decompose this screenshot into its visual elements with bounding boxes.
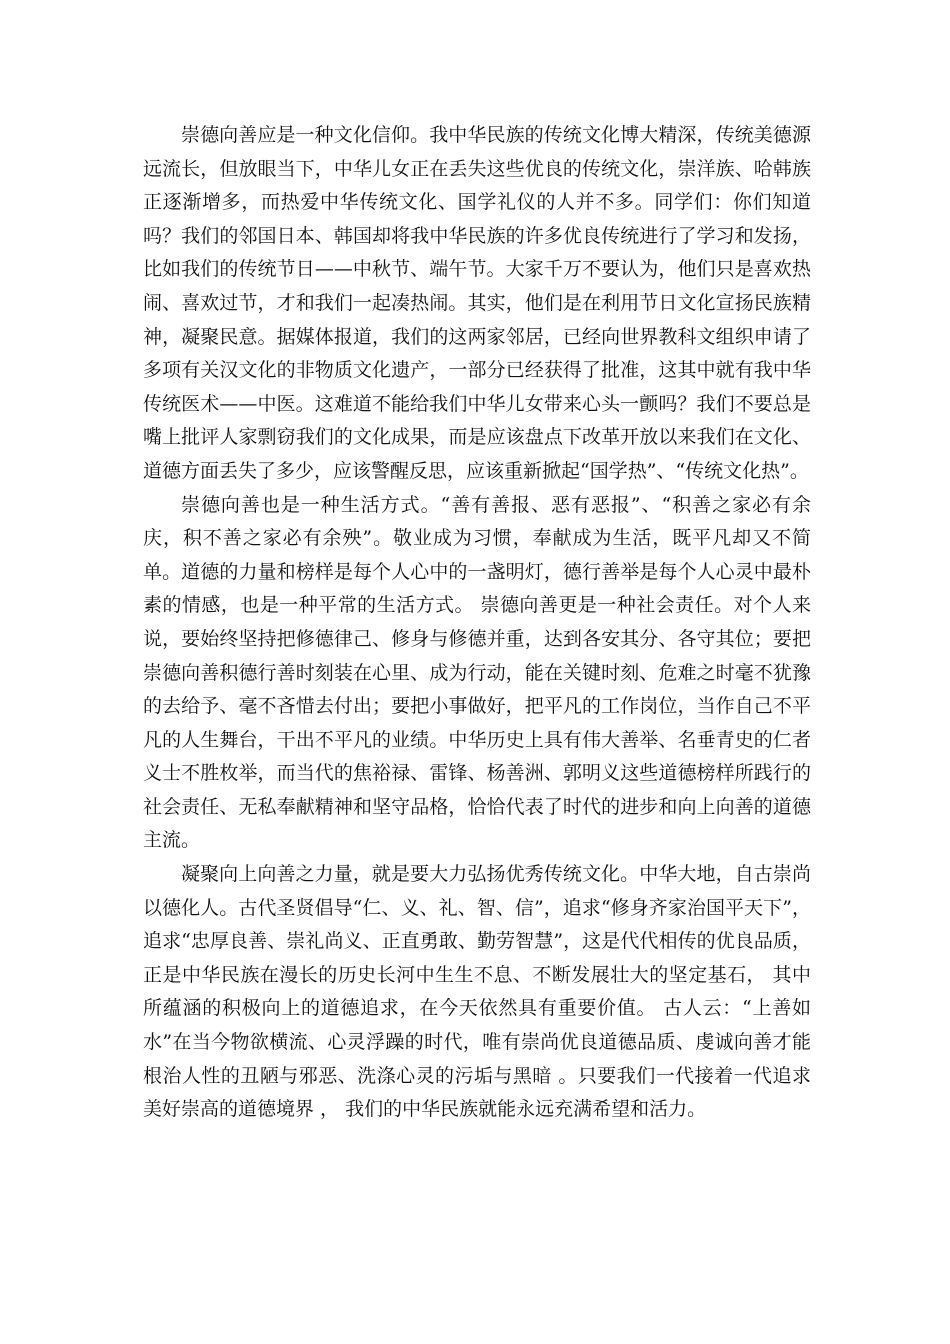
paragraph-traditional-culture: 凝聚向上向善之力量，就是要大力弘扬优秀传统文化。中华大地，自古崇尚以德化人。古代圣贤倡导“仁、义、礼、智、信”，追求“修身齐家治国平天下”，追求“忠厚良善、崇礼尚义、正直勇敢、勤劳智慧”，这是代代相传的优良品质，正是中华民族在漫长的历史长河中生生不息、不断发展壮大的坚定基石， 其中所蕴涵的积极向上的道德追求，在今天依然具有重要价值。 古人云：“上善如水”在当今物欲横流、心灵浮躁的时代，唯有崇尚优良道德品质、虔诚向善才能根治人性的丑陋与邪恶、洗涤心灵的污垢与黑暗 。只要我们一代接着一代追求美好崇高的道德境界 ， 我们的中华民族就能永远充满希望和活力。 xyxy=(143,863,811,1121)
paragraph-cultural-belief: 崇德向善应是一种文化信仰。我中华民族的传统文化博大精深，传统美德源远流长，但放眼当下，中华儿女正在丢失这些优良的传统文化，崇洋族、哈韩族正逐渐增多，而热爱中华传统文化、国学礼仪的人并不多。同学们：你们知道吗？我们的邻国日本、韩国却将我中华民族的许多优良传统进行了学习和发扬，比如我们的传统节日——中秋节、端午节。大家千万不要认为，他们只是喜欢热闹、喜欢过节，才和我们一起凑热闹。其实，他们是在利用节日文化宣扬民族精神，凝聚民意。据媒体报道，我们的这两家邻居，已经向世界教科文组织申请了多项有关汉文化的非物质文化遗产，一部分已经获得了批准，这其中就有我中华传统医术——中医。这难道不能给我们中华儿女带来心头一颤吗？我们不要总是嘴上批评人家剽窃我们的文化成果，而是应该盘点下改革开放以来我们在文化、道德方面丢失了多少，应该警醒反思，应该重新掀起“国学热”、“传统文化热”。 xyxy=(143,124,811,482)
paragraph-way-of-life: 崇德向善也是一种生活方式。“善有善报、恶有恶报”、“积善之家必有余庆，积不善之家必有余殃”。敬业成为习惯，奉献成为生活，既平凡却又不简单。道德的力量和榜样是每个人心中的一盏明灯，德行善举是每个人心灵中最朴素的情感，也是一种平常的生活方式。 崇德向善更是一种社会责任。对个人来说，要始终坚持把修德律己、修身与修德并重，达到各安其分、各守其位；要把崇德向善积德行善时刻装在心里、成为行动，能在关键时刻、危难之时毫不犹豫的去给予、毫不吝惜去付出；要把小事做好，把平凡的工作岗位，当作自己不平凡的人生舞台，干出不平凡的业绩。中华历史上具有伟大善举、名垂青史的仁者义士不胜枚举，而当代的焦裕禄、雷锋、杨善洲、郭明义这些道德榜样所践行的社会责任、无私奉献精神和坚守品格，恰恰代表了时代的进步和向上向善的道德主流。 xyxy=(143,493,811,852)
document-body xyxy=(143,119,811,1127)
